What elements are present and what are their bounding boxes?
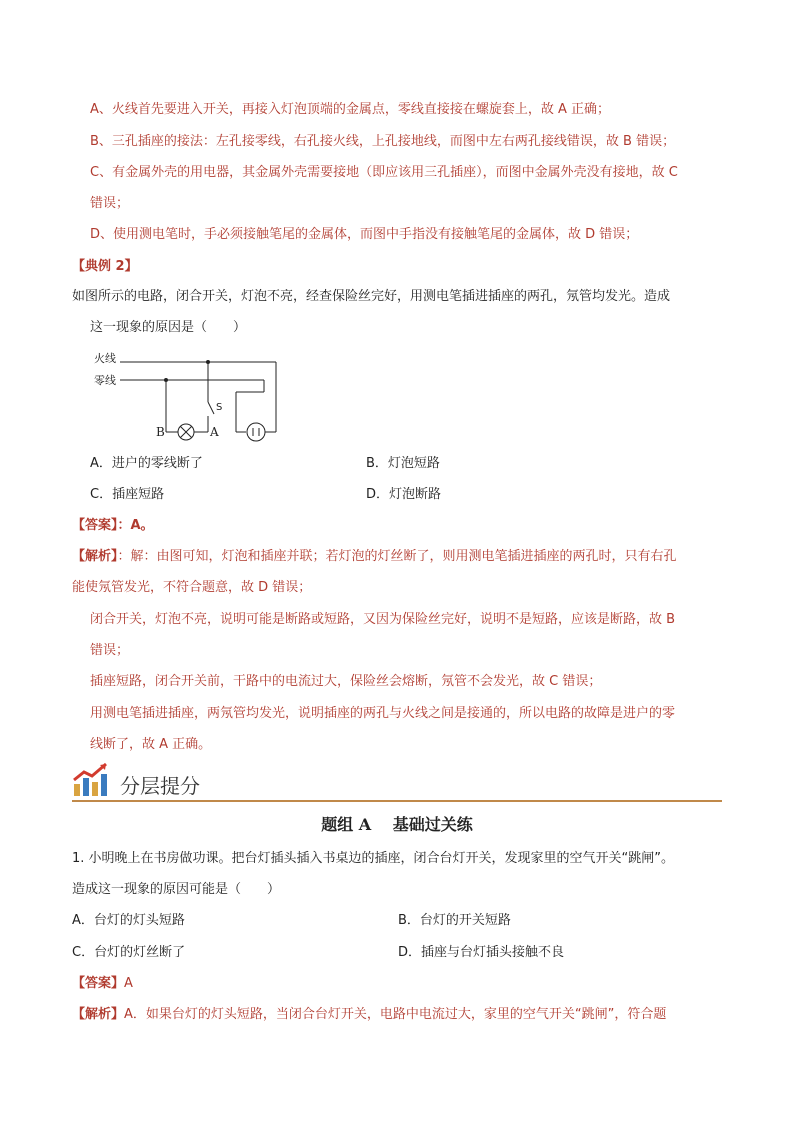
q1-analysis-line1 [72, 1005, 666, 1025]
group-title: 题组 A 基础过关练 [321, 815, 473, 834]
example2-analysis-line6: 用测电笔插进插座，两氖管均发光，说明插座的两孔与火线之间是接通的，所以电路的故障是进户的零 [90, 706, 676, 721]
circuit-diagram [88, 346, 288, 446]
example2-question-line1: 如图所示的电路，闭合开关，灯泡不亮，经查保险丝完好，用测电笔插进插座的两孔，氖管均发光。造成 [72, 289, 671, 304]
q1-stem-line2: 造成这一现象的原因可能是（ ） [72, 882, 281, 897]
example2-option-b: B．灯泡短路 [366, 456, 440, 471]
icon-bar-4 [101, 774, 107, 796]
example2-analysis-line3: 闭合开关，灯泡不亮，说明可能是断路或短路，又因为保险丝完好，说明不是短路，应该是断路，故 B [90, 612, 676, 627]
point-a-label: A [210, 425, 219, 439]
section-title: 分层提分 [120, 774, 200, 798]
icon-bar-1 [74, 784, 80, 796]
q1-option-b: B．台灯的开关短路 [398, 913, 511, 928]
example2-analysis-line7: 线断了，故 A 正确。 [90, 737, 212, 752]
icon-bar-2 [83, 778, 89, 796]
example2-analysis-line1 [72, 547, 677, 567]
q1-stem-line1: 1. 小明晚上在书房做功课。把台灯插头插入书桌边的插座，闭合台灯开关，发现家里的空气开关“跳闸”。 [72, 851, 675, 866]
example2-option-a: A．进户的零线断了 [90, 456, 203, 471]
section-divider [72, 800, 722, 802]
q1-analysis-label: 【解析】 [72, 1007, 125, 1022]
q1-option-d: D．插座与台灯插头接触不良 [398, 945, 565, 960]
analysis-prev-c2: 错误； [90, 196, 130, 211]
section-chart-icon [72, 762, 112, 798]
example2-analysis-text1: ：解：由图可知，灯泡和插座并联；若灯泡的灯丝断了，则用测电笔插进插座的两孔时，只有右孔 [117, 549, 677, 564]
analysis-prev-a: A、火线首先要进入开关，再接入灯泡顶端的金属点，零线直接接在螺旋套上，故 A 正确； [90, 102, 611, 117]
example2-heading: 【典例 2】 [72, 259, 138, 274]
analysis-prev-c1: C、有金属外壳的用电器，其金属外壳需要接地（即应该用三孔插座），而图中金属外壳没有接地，故 C [90, 165, 678, 180]
point-b-label: B [156, 425, 165, 439]
example2-analysis-line2: 能使氖管发光，不符合题意，故 D 错误； [72, 580, 312, 595]
switch-s [208, 402, 214, 414]
socket-symbol [247, 423, 265, 441]
q1-option-a: A．台灯的灯头短路 [72, 913, 185, 928]
example2-option-d: D．灯泡断路 [366, 487, 442, 502]
q1-option-c: C．台灯的灯丝断了 [72, 945, 186, 960]
q1-analysis-text1: A．如果台灯的灯头短路，当闭合台灯开关，电路中电流过大，家里的空气开关“跳闸”，符合题 [124, 1007, 667, 1022]
example2-question-line2: 这一现象的原因是（ ） [90, 320, 247, 335]
example2-answer: 【答案】：A。 [72, 518, 154, 533]
q1-answer [72, 974, 133, 994]
fire-wire-label: 火线 [94, 352, 116, 365]
example2-option-c: C．插座短路 [90, 487, 165, 502]
analysis-prev-b: B、三孔插座的接法：左孔接零线，右孔接火线，上孔接地线，而图中左右两孔接线错误，故 B 错误； [90, 134, 676, 149]
switch-label: S [216, 402, 223, 413]
example2-analysis-label: 【解析】 [72, 549, 118, 564]
analysis-prev-d: D、使用测电笔时，手必须接触笔尾的金属体，而图中手指没有接触笔尾的金属体，故 D 错误； [90, 227, 639, 242]
example2-analysis-line4: 错误； [90, 643, 130, 658]
q1-answer-value: A [124, 976, 133, 991]
icon-bar-3 [92, 782, 98, 796]
example2-analysis-line5: 插座短路，闭合开关前，干路中的电流过大，保险丝会熔断，氖管不会发光，故 C 错误； [90, 674, 602, 689]
zero-wire-label: 零线 [94, 374, 116, 387]
q1-answer-label: 【答案】 [72, 976, 125, 991]
